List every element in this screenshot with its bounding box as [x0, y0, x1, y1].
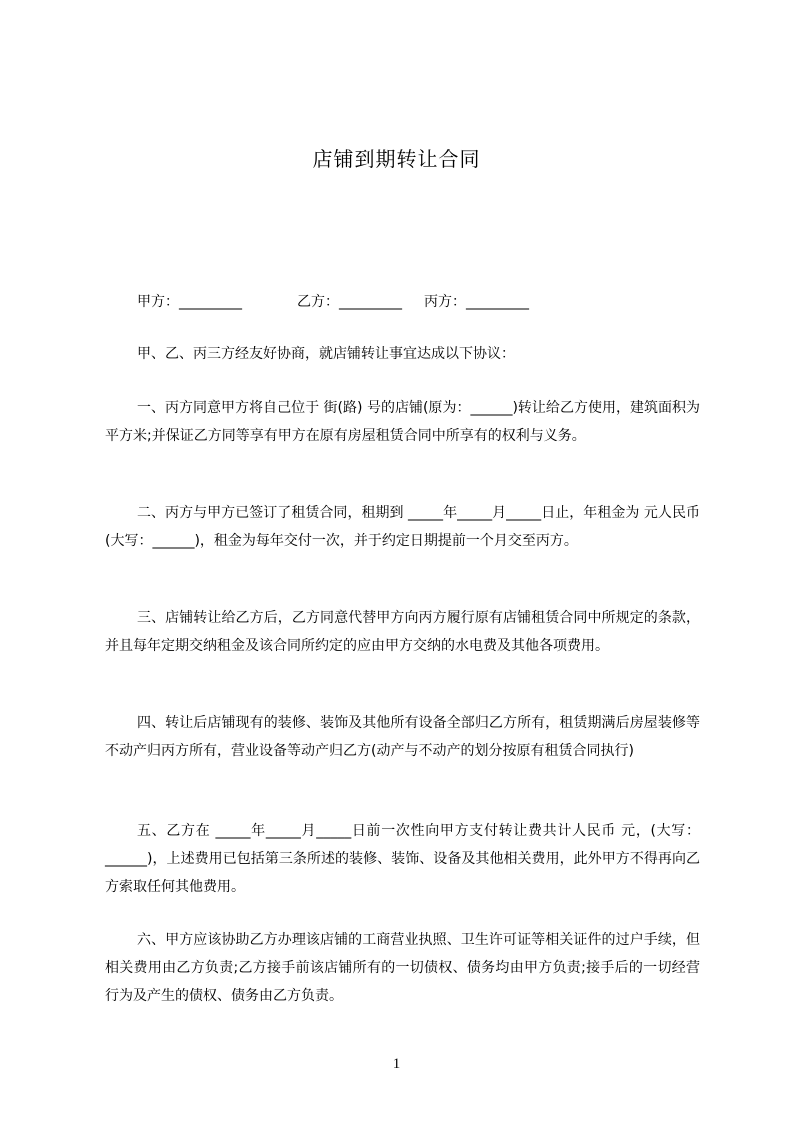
page-number: 1	[392, 1056, 401, 1072]
intro-paragraph: 甲、乙、丙三方经友好协商，就店铺转让事宜达成以下协议：	[137, 346, 515, 362]
clause-1: 一、丙方同意甲方将自己位于 街(路) 号的店铺(原为：______)转让给乙方使用，建筑面积为 平方米;并保证乙方同等享有甲方在原有房屋租赁合同中所享有的权利与义务。	[105, 400, 700, 444]
party-a-field: 甲方：_________	[137, 294, 242, 310]
clause-5: 五、乙方在 _____年_____月_____日前一次性向甲方支付转让费共计人民币 元，(大写：______)，上述费用已包括第三条所述的装修、装饰、设备及其他相关费用，此外甲方不得再向乙方索取任何其他费用。	[105, 823, 700, 895]
clause-4: 四、转让后店铺现有的装修、装饰及其他所有设备全部归乙方所有，租赁期满后房屋装修等不动产归丙方所有，营业设备等动产归乙方(动产与不动产的划分按原有租赁合同执行)	[105, 715, 700, 759]
party-b-field: 乙方：_________	[297, 294, 402, 310]
party-c-field: 丙方：_________	[424, 294, 529, 310]
clause-3: 三、店铺转让给乙方后，乙方同意代替甲方向丙方履行原有店铺租赁合同中所规定的条款，并且每年定期交纳租金及该合同所约定的应由甲方交纳的水电费及其他各项费用。	[105, 610, 700, 654]
document-title: 店铺到期转让合同	[312, 147, 481, 171]
clause-6: 六、甲方应该协助乙方办理该店铺的工商营业执照、卫生许可证等相关证件的过户手续，但相关费用由乙方负责;乙方接手前该店铺所有的一切债权、债务均由甲方负责;接手后的一切经营行为及产生的债权、债务由乙方负责。	[105, 932, 700, 1004]
clause-2: 二、丙方与甲方已签订了租赁合同，租期到 _____年_____月_____日止，年租金为 元人民币(大写：______)，租金为每年交付一次，并于约定日期提前一个月交至丙方。	[105, 505, 700, 549]
